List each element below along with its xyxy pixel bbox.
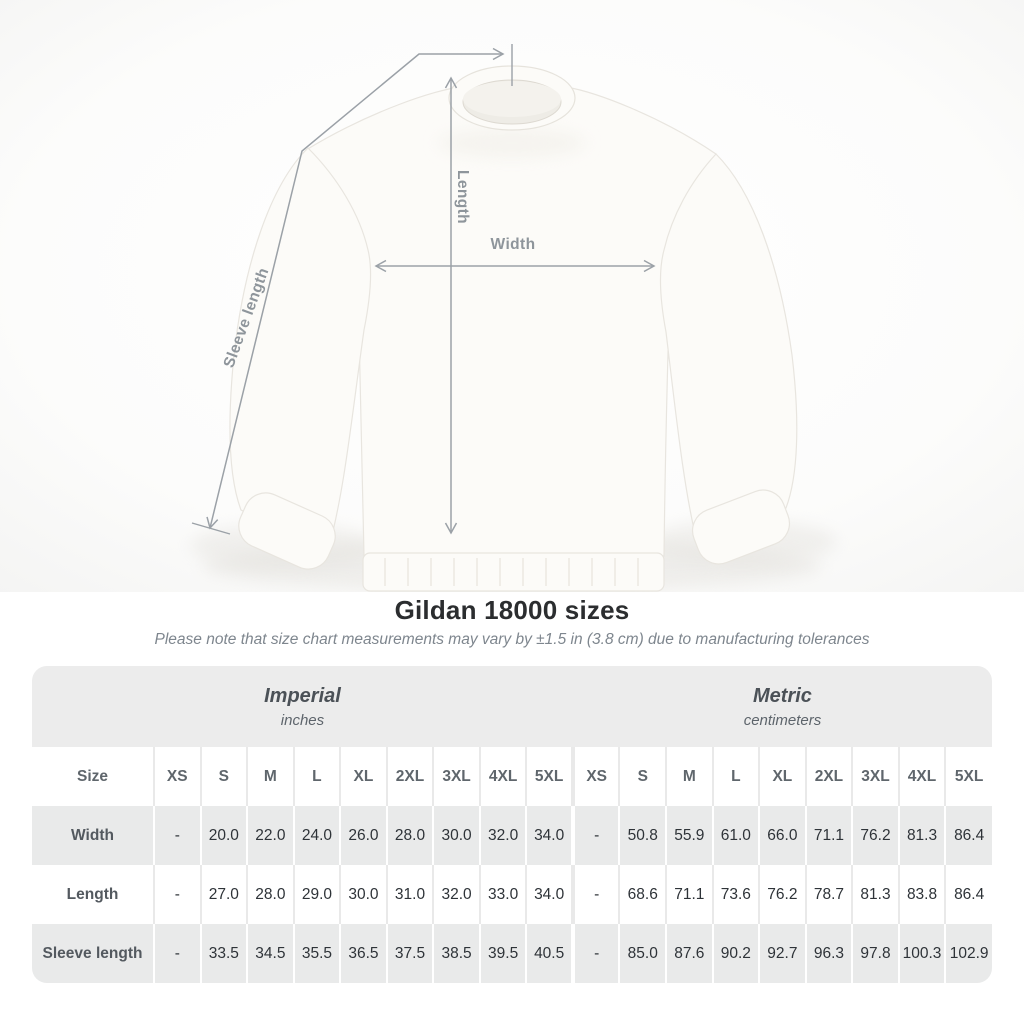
cell-imperial-width-m: 22.0 bbox=[247, 806, 294, 865]
cell-imperial-length-4xl: 33.0 bbox=[480, 865, 527, 924]
size-col-header-imperial-xl: XL bbox=[340, 747, 387, 806]
size-col-header-imperial-4xl: 4XL bbox=[480, 747, 527, 806]
size-col-header-imperial-3xl: 3XL bbox=[433, 747, 480, 806]
cell-metric-length-5xl: 86.4 bbox=[945, 865, 992, 924]
cell-metric-sleeve-length-3xl: 97.8 bbox=[852, 924, 899, 983]
cell-metric-sleeve-length-xl: 92.7 bbox=[759, 924, 806, 983]
table-row-width bbox=[32, 806, 992, 865]
cell-imperial-length-m: 28.0 bbox=[247, 865, 294, 924]
cell-metric-width-s: 50.8 bbox=[619, 806, 666, 865]
cell-imperial-length-2xl: 31.0 bbox=[387, 865, 434, 924]
cell-metric-length-s: 68.6 bbox=[619, 865, 666, 924]
size-table-container bbox=[32, 666, 992, 983]
cell-metric-sleeve-length-s: 85.0 bbox=[619, 924, 666, 983]
cell-metric-sleeve-length-4xl: 100.3 bbox=[899, 924, 946, 983]
size-col-header-imperial-m: M bbox=[247, 747, 294, 806]
size-col-header-metric-s: S bbox=[619, 747, 666, 806]
cell-imperial-width-3xl: 30.0 bbox=[433, 806, 480, 865]
cell-imperial-length-3xl: 32.0 bbox=[433, 865, 480, 924]
cell-metric-width-m: 55.9 bbox=[666, 806, 713, 865]
cell-metric-length-xl: 76.2 bbox=[759, 865, 806, 924]
sleeve-length-annotation-label: Sleeve length bbox=[220, 265, 273, 371]
cell-metric-length-4xl: 83.8 bbox=[899, 865, 946, 924]
cell-metric-width-5xl: 86.4 bbox=[945, 806, 992, 865]
cell-imperial-width-4xl: 32.0 bbox=[480, 806, 527, 865]
cell-metric-width-2xl: 71.1 bbox=[806, 806, 853, 865]
size-col-header-imperial-s: S bbox=[201, 747, 248, 806]
size-col-header-metric-2xl: 2XL bbox=[806, 747, 853, 806]
cell-metric-sleeve-length-5xl: 102.9 bbox=[945, 924, 992, 983]
unit-system-header-row bbox=[32, 666, 992, 747]
cell-metric-width-xl: 66.0 bbox=[759, 806, 806, 865]
length-annotation-label: Length bbox=[454, 169, 471, 225]
size-col-header-metric-3xl: 3XL bbox=[852, 747, 899, 806]
width-annotation-label: Width bbox=[490, 236, 536, 253]
cell-imperial-width-xs: - bbox=[154, 806, 201, 865]
cell-imperial-sleeve-length-2xl: 37.5 bbox=[387, 924, 434, 983]
size-col-header-metric-l: L bbox=[713, 747, 760, 806]
cell-metric-width-3xl: 76.2 bbox=[852, 806, 899, 865]
cell-metric-length-2xl: 78.7 bbox=[806, 865, 853, 924]
cell-metric-length-m: 71.1 bbox=[666, 865, 713, 924]
cell-imperial-sleeve-length-m: 34.5 bbox=[247, 924, 294, 983]
cell-metric-length-l: 73.6 bbox=[713, 865, 760, 924]
cell-imperial-sleeve-length-4xl: 39.5 bbox=[480, 924, 527, 983]
imperial-system-header bbox=[32, 666, 573, 747]
cell-imperial-sleeve-length-xl: 36.5 bbox=[340, 924, 387, 983]
size-col-header-imperial-l: L bbox=[294, 747, 341, 806]
table-row-sleeve-length bbox=[32, 924, 992, 983]
cell-imperial-sleeve-length-l: 35.5 bbox=[294, 924, 341, 983]
cell-imperial-length-5xl: 34.0 bbox=[526, 865, 573, 924]
cell-imperial-width-2xl: 28.0 bbox=[387, 806, 434, 865]
row-label-sleeve-length: Sleeve length bbox=[32, 924, 154, 983]
cell-metric-width-xs: - bbox=[573, 806, 620, 865]
cell-imperial-length-l: 29.0 bbox=[294, 865, 341, 924]
cell-metric-sleeve-length-l: 90.2 bbox=[713, 924, 760, 983]
size-table-body bbox=[32, 806, 992, 983]
cell-metric-length-3xl: 81.3 bbox=[852, 865, 899, 924]
metric-unit-label: centimeters bbox=[743, 711, 822, 729]
cell-imperial-width-5xl: 34.0 bbox=[526, 806, 573, 865]
metric-label: Metric bbox=[753, 684, 812, 707]
sweatshirt bbox=[230, 87, 797, 591]
row-label-width: Width bbox=[32, 806, 154, 865]
cell-metric-sleeve-length-2xl: 96.3 bbox=[806, 924, 853, 983]
row-label-length: Length bbox=[32, 865, 154, 924]
size-col-header-metric-m: M bbox=[666, 747, 713, 806]
metric-system-header bbox=[573, 666, 992, 747]
cell-imperial-length-xl: 30.0 bbox=[340, 865, 387, 924]
size-header-row bbox=[32, 747, 992, 806]
cell-imperial-length-s: 27.0 bbox=[201, 865, 248, 924]
cell-imperial-width-s: 20.0 bbox=[201, 806, 248, 865]
cell-metric-width-l: 61.0 bbox=[713, 806, 760, 865]
cell-imperial-width-xl: 26.0 bbox=[340, 806, 387, 865]
cell-imperial-length-xs: - bbox=[154, 865, 201, 924]
cell-metric-sleeve-length-m: 87.6 bbox=[666, 924, 713, 983]
size-col-header-metric-xl: XL bbox=[759, 747, 806, 806]
imperial-label: Imperial bbox=[264, 684, 341, 707]
tolerance-note: Please note that size chart measurements may vary by ±1.5 in (3.8 cm) due to manufacturing tolerances bbox=[154, 631, 870, 648]
cell-metric-sleeve-length-xs: - bbox=[573, 924, 620, 983]
cell-metric-width-4xl: 81.3 bbox=[899, 806, 946, 865]
cell-metric-length-xs: - bbox=[573, 865, 620, 924]
cell-imperial-sleeve-length-xs: - bbox=[154, 924, 201, 983]
size-col-header-metric-xs: XS bbox=[573, 747, 620, 806]
page-title: Gildan 18000 sizes bbox=[394, 595, 630, 625]
cell-imperial-width-l: 24.0 bbox=[294, 806, 341, 865]
size-col-header-imperial-5xl: 5XL bbox=[526, 747, 573, 806]
size-corner-header: Size bbox=[32, 747, 154, 806]
size-table bbox=[32, 666, 992, 983]
imperial-unit-label: inches bbox=[280, 711, 325, 729]
cell-imperial-sleeve-length-3xl: 38.5 bbox=[433, 924, 480, 983]
cell-imperial-sleeve-length-s: 33.5 bbox=[201, 924, 248, 983]
size-col-header-metric-4xl: 4XL bbox=[899, 747, 946, 806]
size-col-header-metric-5xl: 5XL bbox=[945, 747, 992, 806]
size-col-header-imperial-xs: XS bbox=[154, 747, 201, 806]
table-row-length bbox=[32, 865, 992, 924]
cell-imperial-sleeve-length-5xl: 40.5 bbox=[526, 924, 573, 983]
size-col-header-imperial-2xl: 2XL bbox=[387, 747, 434, 806]
